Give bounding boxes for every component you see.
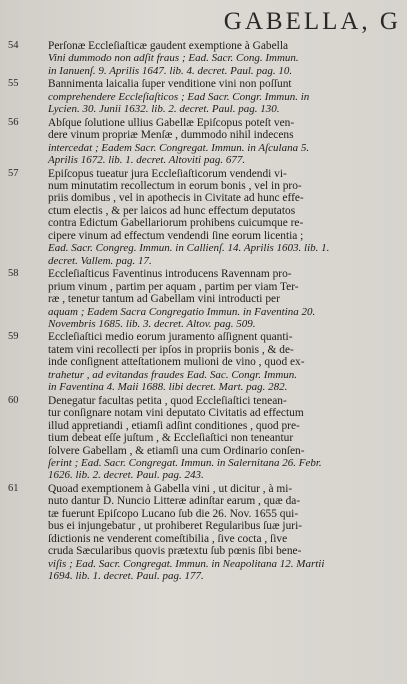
text-line: tium debeat eſſe juſtum , & Eccleſiaſtici non teneantur (48, 432, 294, 445)
citation-line: ſerint ; Ead. Sacr. Congregat. Immun. in Salernitana 26. Febr. (48, 456, 322, 469)
entry-number: 55 (8, 78, 19, 90)
text-line: prium vinum , partim per aquam , partim per viam Ter- (48, 280, 299, 293)
text-line: ctum electis , & per laicos ad hunc effectum deputatos (48, 204, 296, 217)
entry-60 (8, 395, 403, 482)
text-line: tur conſignare notam vini deputato Civitatis ad effectum (48, 407, 304, 420)
citation-line: trahetur , ad evitandas fraudes Ead. Sac. Congr. Immun. (48, 368, 298, 381)
entry-57 (8, 168, 403, 268)
text-line: Abſque ſolutione ullius Gabellæ Epiſcopus poteſt ven- (48, 116, 295, 129)
citation-line: Ead. Sacr. Congreg. Immun. in Callienſ. 14. Aprilis 1603. lib. 1. (48, 242, 330, 255)
text-line: ræ , tenetur tantum ad Gabellam vini introducti per (48, 293, 280, 306)
text-line: contra Edictum Gabellariorum prohibens cuicumque re- (48, 217, 304, 230)
citation-line: 1694. lib. 1. decret. Paul. pag. 177. (48, 570, 204, 583)
text-line: Quoad exemptionem à Gabella vini , ut dicitur , à mi- (48, 482, 293, 495)
citation-line: Vini dummodo non adſit fraus ; Ead. Sacr. Cong. Immun. (48, 52, 299, 65)
text-line: inde conſignent atteſtationem mulioni de vino , quod ex- (48, 356, 305, 369)
running-header: GABELLA, G (223, 8, 401, 35)
text-line: Eccleſiaſtici medio eorum juramento aſſignent quanti- (48, 331, 293, 344)
entry-number: 61 (8, 482, 19, 494)
text-line: tæ fuerunt Epiſcopo Lucano ſub die 26. Nov. 1655 qui- (48, 507, 299, 520)
entry-54 (8, 40, 403, 77)
text-line: Denegatur facultas petita , quod Eccleſiaſtici tenean- (48, 394, 287, 407)
text-line: bus ei injungebatur , ut prohiberet Regularibus ſuæ juri- (48, 520, 303, 533)
text-line: ſdictionis ne venderent comeſtibilia , ſive cocta , ſive (48, 532, 288, 545)
text-line: cipere vinum ad effectum vendendi ſine eorum licentia ; (48, 229, 304, 242)
citation-line: in Faventina 4. Maii 1688. libi decret. Mart. pag. 282. (48, 381, 288, 394)
text-line: priis domibus , vel in apothecis in Civitate ad hunc effe- (48, 192, 304, 205)
entry-55 (8, 78, 403, 115)
citation-line: in Ianuenſ. 9. Aprilis 1647. lib. 4. decret. Paul. pag. 10. (48, 64, 293, 77)
text-line: dere vinum propriæ Menſæ , dummodo nihil indecens (48, 129, 294, 142)
entry-number: 54 (8, 40, 19, 51)
text-line: ſolvere Gabellam , & etiamſi una cum Ordinario conſen- (48, 444, 305, 457)
citation-line: viſis ; Ead. Sacr. Congregat. Immun. in Neapolitana 12. Martii (48, 557, 325, 570)
entry-59 (8, 331, 403, 393)
citation-line: Novembris 1685. lib. 3. decret. Altov. pag. 509. (48, 317, 256, 330)
text-line: tatem vini recollecti per ipſos in propriis bonis , & de- (48, 343, 294, 356)
citation-line: aquam ; Eadem Sacra Congregatio Immun. in Faventina 20. (48, 305, 316, 318)
entries-list (8, 40, 403, 583)
text-line: Bannimenta laicalia ſuper venditione vini non poſſunt (48, 78, 292, 91)
citation-line: 1626. lib. 2. decret. Paul. pag. 243. (48, 469, 204, 482)
entry-56 (8, 117, 403, 167)
text-line: Eccleſiaſticus Faventinus introducens Ravennam pro- (48, 268, 292, 281)
citation-line: intercedat ; Eadem Sacr. Congregat. Immun. in Aſculana 5. (48, 141, 310, 154)
citation-line: decret. Vallem. pag. 17. (48, 254, 152, 267)
entry-number: 59 (8, 331, 19, 343)
text-line: Perſonæ Eccleſiaſticæ gaudent exemptione à Gabella (48, 40, 289, 52)
text-line: illud appretiandi , etiamſi adſint conditiones , quod pre- (48, 419, 300, 432)
entry-58 (8, 268, 403, 330)
text-line: Epiſcopus tueatur jura Eccleſiaſticorum vendendi vi- (48, 167, 287, 180)
citation-line: Aprilis 1672. lib. 1. decret. Altoviti pag. 677. (48, 154, 246, 167)
entry-number: 56 (8, 116, 19, 128)
text-line: cruda Sæcularibus quovis prætextu ſub pœnis ſibi bene- (48, 545, 302, 558)
entry-number: 58 (8, 268, 19, 280)
text-line: nuto dantur D. Nuncio Litteræ adinſtar earum , quæ da- (48, 495, 301, 508)
entry-61 (8, 483, 403, 583)
citation-line: comprehendere Eccleſiaſticos ; Ead Sacr. Congr. Immun. in (48, 90, 310, 103)
citation-line: Lycien. 30. Junii 1632. lib. 2. decret. Paul. pag. 130. (48, 103, 280, 116)
text-line: num minutatim recollectum in eorum bonis , vel in pro- (48, 179, 302, 192)
entry-number: 60 (8, 394, 19, 406)
entry-number: 57 (8, 167, 19, 179)
